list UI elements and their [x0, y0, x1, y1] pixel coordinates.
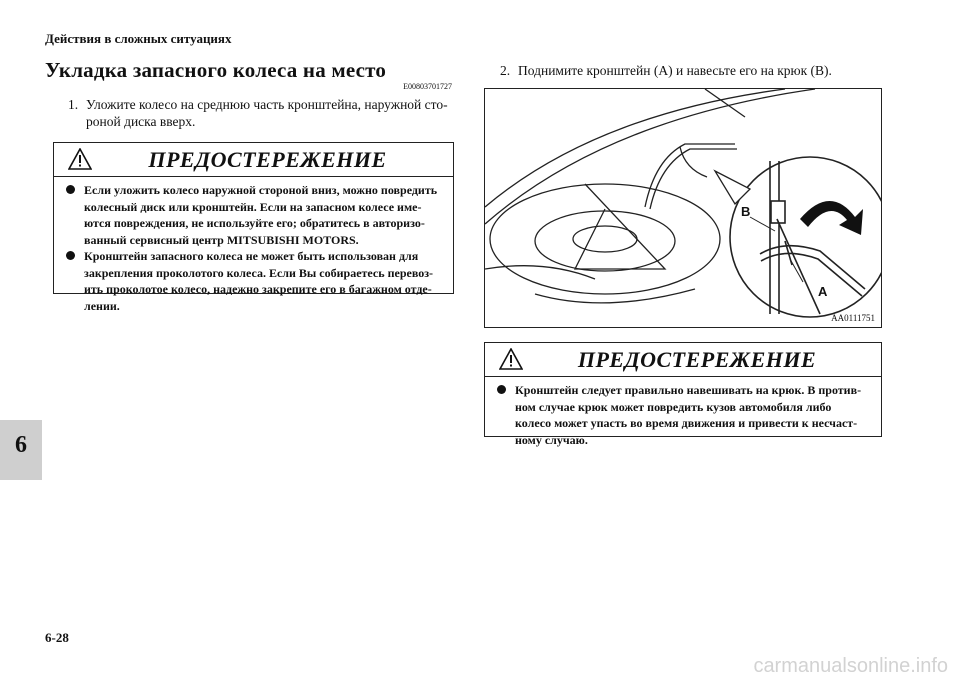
warning-bullet-text: Кронштейн следует правильно навешивать на крюк. В против-ном случае крюк может повредить кузов автомобиля либо колесо может упасть во время движения и привести к несчаст-ному случаю.	[515, 383, 862, 447]
warning-bullet	[66, 248, 441, 314]
label-b: B	[741, 204, 751, 219]
warning-triangle-icon	[499, 348, 523, 370]
spare-wheel-bracket-illustration	[484, 88, 882, 328]
step-number: 1.	[68, 97, 79, 112]
warning-bullet-text: Кронштейн запасного колеса не может быть использован для закрепления проколотого колеса. Если Вы собираетесь перевоз-ить проколотое колесо, надежно закрепите его в багажном отде-лении.	[84, 249, 434, 313]
step-1	[68, 96, 453, 130]
warning-triangle-icon	[68, 148, 92, 170]
warning-bullet-text: Если уложить колесо наружной стороной вниз, можно повредить колесный диск или кронштейн. Если на запасном колесе име-ются повреждения, не используйте его; обратитесь в авторизо-ванный сервисный центр MITSUBISHI MOTORS.	[84, 183, 438, 247]
step-text: Уложите колесо на среднюю часть кронштейна, наружной сто-	[86, 97, 448, 112]
bullet-icon	[66, 251, 75, 260]
warning-box-2	[484, 342, 882, 447]
step-text: Поднимите кронштейн (A) и навесьте его на крюк (B).	[518, 63, 832, 78]
watermark: carmanualsonline.info	[753, 655, 948, 677]
step-text-continued: роной диска вверх.	[86, 114, 196, 129]
figure-id: AA0111751	[831, 313, 875, 323]
page-number: 6-28	[45, 630, 69, 645]
warning-header	[485, 343, 881, 377]
bullet-icon	[497, 385, 506, 394]
warning-title: ПРЕДОСТЕРЕЖЕНИЕ	[148, 147, 387, 172]
step-2	[500, 62, 890, 79]
warning-body	[485, 377, 881, 448]
warning-header	[54, 143, 453, 177]
warning-box-1	[53, 142, 454, 313]
section-title: Укладка запасного колеса на место	[45, 58, 387, 82]
running-header: Действия в сложных ситуациях	[45, 31, 232, 46]
step-number: 2.	[500, 63, 511, 78]
warning-title: ПРЕДОСТЕРЕЖЕНИЕ	[577, 347, 817, 372]
warning-body	[54, 177, 453, 314]
warning-bullet	[497, 382, 869, 448]
bullet-icon	[66, 185, 75, 194]
section-code: E00803701727	[403, 82, 452, 91]
label-a: A	[818, 284, 828, 299]
warning-bullet	[66, 182, 441, 248]
chapter-number: 6	[15, 432, 27, 458]
